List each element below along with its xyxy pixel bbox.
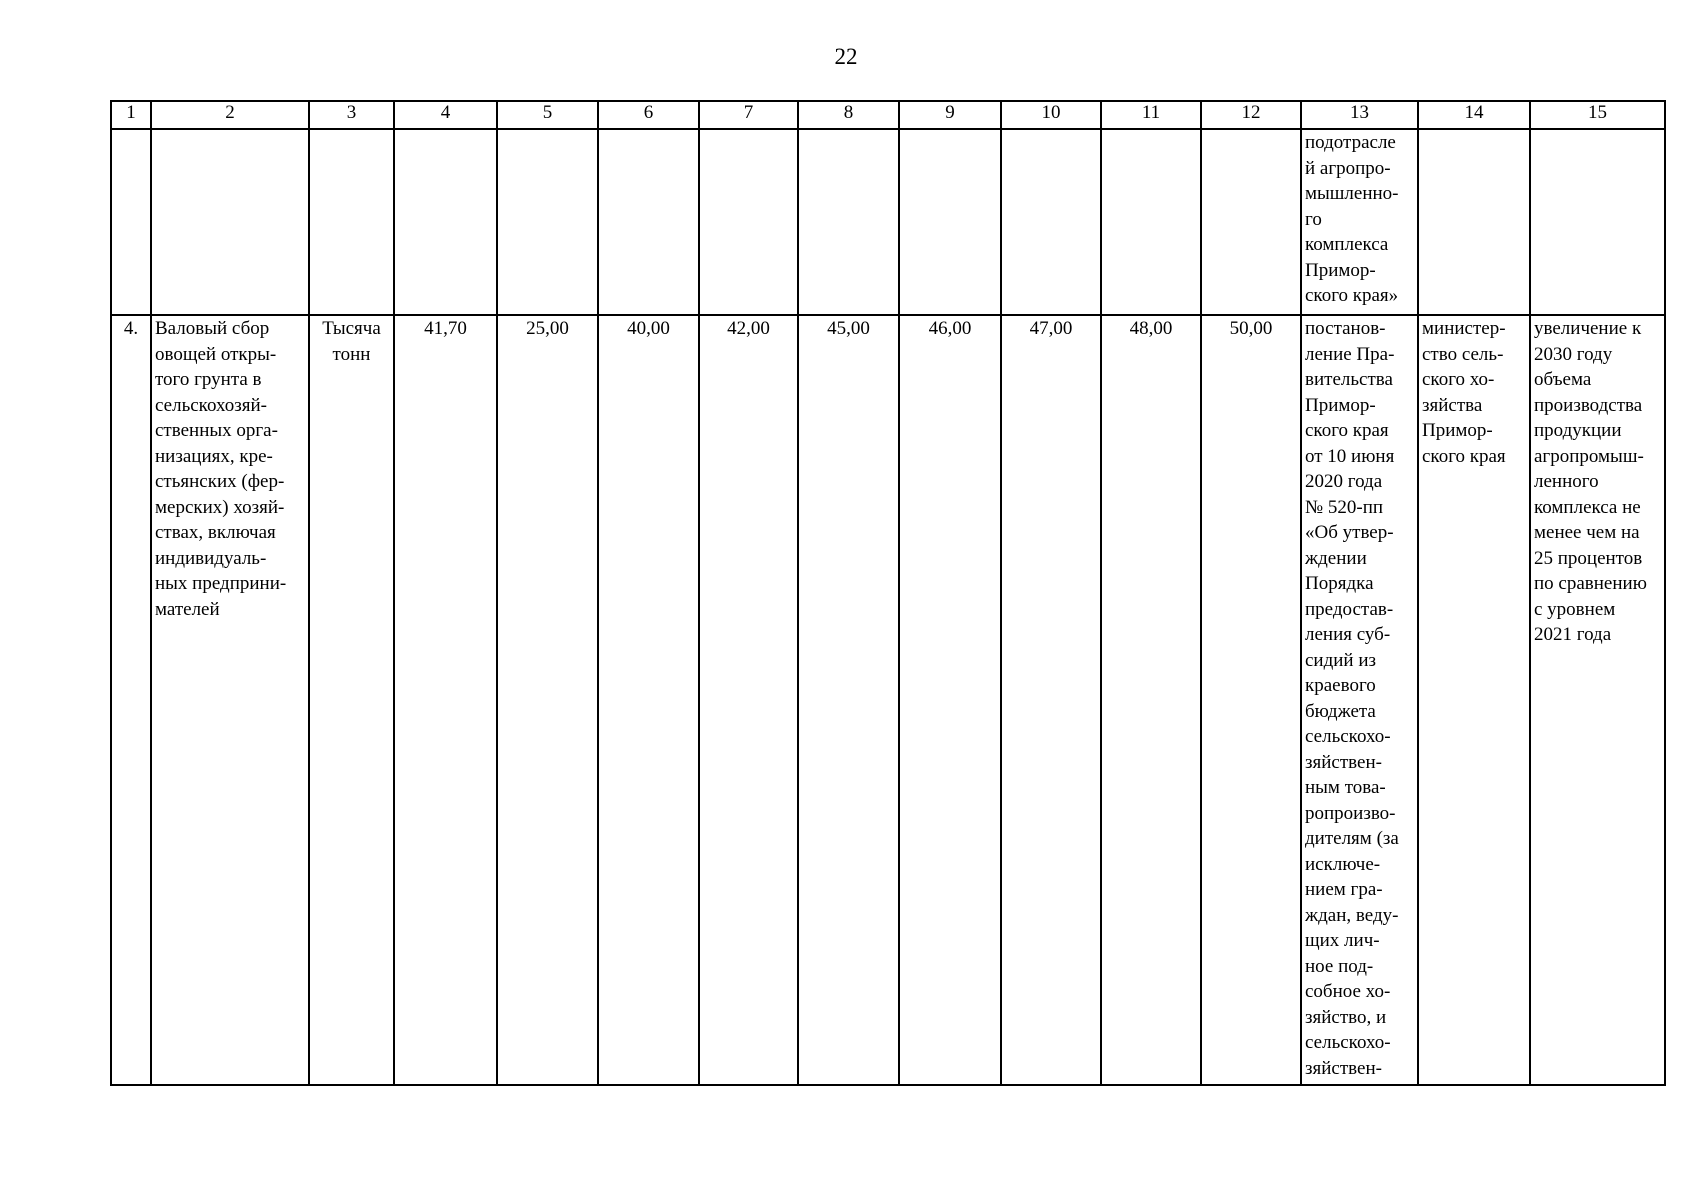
table-cell bbox=[111, 129, 151, 315]
column-header: 1 bbox=[111, 101, 151, 129]
column-header: 14 bbox=[1418, 101, 1530, 129]
table-cell bbox=[497, 129, 598, 315]
row-number-cell: 4. bbox=[111, 315, 151, 1085]
value-cell: 40,00 bbox=[598, 315, 699, 1085]
indicator-name-cell: Валовый сбор овощей откры- того грунта в сельскохозяй- ственных орга- низациях, кре- стьянских (фер- мерских) хозяй- ствах, включая индивидуаль- ных предприни- мателей bbox=[151, 315, 309, 1085]
table-cell bbox=[1530, 129, 1665, 315]
column-header: 11 bbox=[1101, 101, 1201, 129]
table-row bbox=[111, 315, 1665, 1085]
table-cell bbox=[598, 129, 699, 315]
table-row-continuation bbox=[111, 129, 1665, 315]
column-header: 2 bbox=[151, 101, 309, 129]
unit-cell: Тысяча тонн bbox=[309, 315, 394, 1085]
table-cell bbox=[1001, 129, 1101, 315]
column-header: 3 bbox=[309, 101, 394, 129]
column-header: 8 bbox=[798, 101, 899, 129]
table-cell bbox=[899, 129, 1001, 315]
table-cell bbox=[394, 129, 497, 315]
table-cell bbox=[1201, 129, 1301, 315]
responsible-body-cell: министер- ство сель- ского хо- зяйства Примор- ского края bbox=[1418, 315, 1530, 1085]
table-cell bbox=[1101, 129, 1201, 315]
table-cell bbox=[699, 129, 798, 315]
value-cell: 41,70 bbox=[394, 315, 497, 1085]
value-cell: 46,00 bbox=[899, 315, 1001, 1085]
value-cell: 50,00 bbox=[1201, 315, 1301, 1085]
indicators-table bbox=[110, 100, 1666, 1086]
legal-basis-cell: подотрасле й агропро- мышленно- го комплекса Примор- ского края» bbox=[1301, 129, 1418, 315]
column-header: 15 bbox=[1530, 101, 1665, 129]
column-header: 4 bbox=[394, 101, 497, 129]
column-header: 13 bbox=[1301, 101, 1418, 129]
column-header: 10 bbox=[1001, 101, 1101, 129]
column-header: 7 bbox=[699, 101, 798, 129]
expected-result-cell: увеличение к 2030 году объема производства продукции агропромыш- ленного комплекса не менее чем на 25 процентов по сравнению с уровнем 2021 года bbox=[1530, 315, 1665, 1085]
page-number: 22 bbox=[834, 44, 858, 69]
column-header: 12 bbox=[1201, 101, 1301, 129]
table-cell bbox=[798, 129, 899, 315]
value-cell: 42,00 bbox=[699, 315, 798, 1085]
value-cell: 25,00 bbox=[497, 315, 598, 1085]
table-cell bbox=[309, 129, 394, 315]
value-cell: 47,00 bbox=[1001, 315, 1101, 1085]
table-header-row bbox=[111, 101, 1665, 129]
value-cell: 45,00 bbox=[798, 315, 899, 1085]
legal-basis-cell: постанов- ление Пра- вительства Примор- ского края от 10 июня 2020 года № 520-пп «Об утвер- ждении Порядка предостав- ления суб- сидий из краевого бюджета сельскохо- зяйствен- ным това- ропроизво- дителям (за исключе- нием гра- ждан, веду- щих лич- ное под- собное хо- зяйство, и сельскохо- зяйствен- bbox=[1301, 315, 1418, 1085]
value-cell: 48,00 bbox=[1101, 315, 1201, 1085]
column-header: 5 bbox=[497, 101, 598, 129]
table-cell bbox=[151, 129, 309, 315]
column-header: 9 bbox=[899, 101, 1001, 129]
table-cell bbox=[1418, 129, 1530, 315]
column-header: 6 bbox=[598, 101, 699, 129]
